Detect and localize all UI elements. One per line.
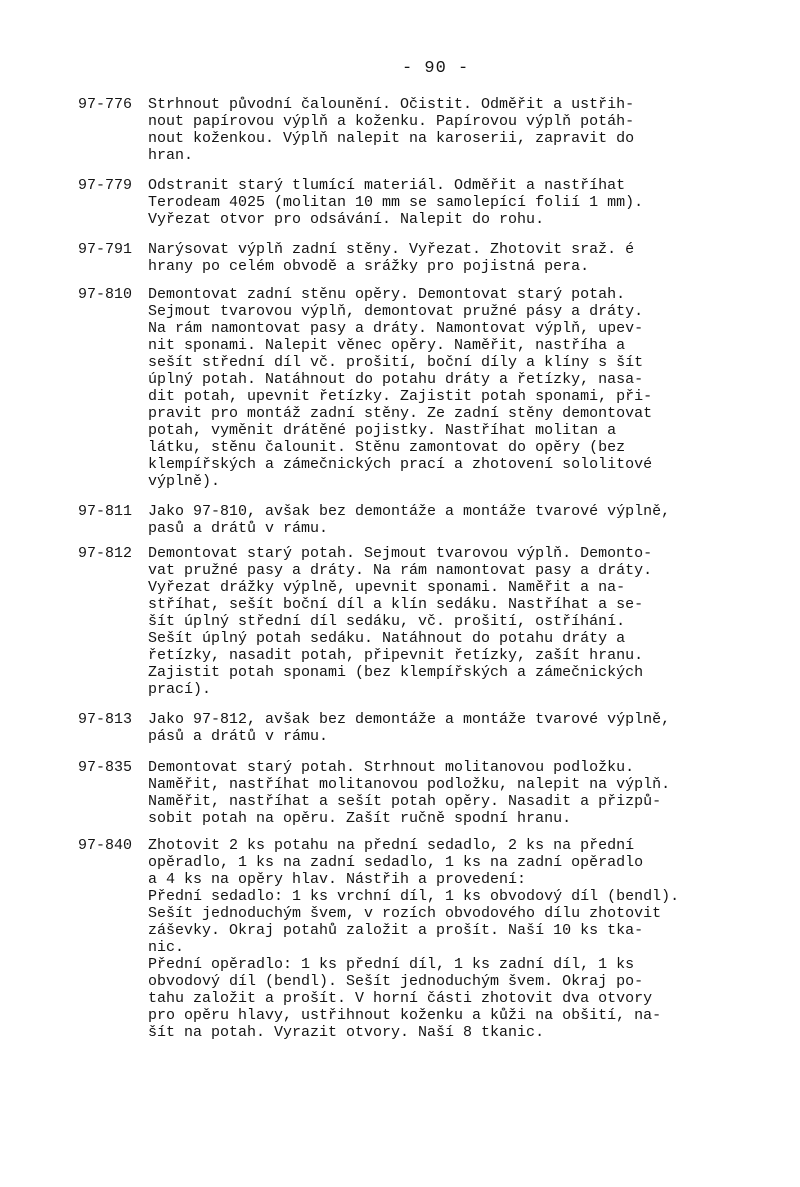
page-number: - 90 -: [402, 59, 470, 78]
entry-text: [148, 759, 793, 827]
text-line: Vyřezat drážky výplně, upevnit sponami. Naměřit a na-: [148, 579, 626, 596]
text-line: sobit potah na opěru. Zašít ručně spodní hranu.: [148, 810, 572, 827]
entry-code: 97-776: [78, 96, 133, 113]
text-line: úplný potah. Natáhnout do potahu dráty a řetízky, nasa-: [148, 371, 644, 388]
text-line: řetízky, nasadit potah, připevnit řetízky, zašít hranu.: [148, 647, 644, 664]
text-line: Sešít úplný potah sedáku. Natáhnout do potahu dráty a: [148, 630, 626, 647]
text-line: šít úplný střední díl sedáku, vč. prošití, ostříhání.: [148, 613, 626, 630]
entry-97-812: [78, 545, 793, 698]
text-line: Jako 97-812, avšak bez demontáže a montáže tvarové výplně,: [148, 711, 671, 728]
text-line: pravit pro montáž zadní stěny. Ze zadní stěny demontovat: [148, 405, 653, 422]
text-line: Zhotovit 2 ks potahu na přední sedadlo, 2 ks na přední: [148, 837, 635, 854]
text-line: nout koženkou. Výplň nalepit na karoserii, zapravit do: [148, 130, 635, 147]
text-line: vat pružné pasy a dráty. Na rám namontovat pasy a dráty.: [148, 562, 653, 579]
entry-text: [148, 711, 793, 745]
text-line: Demontovat zadní stěnu opěry. Demontovat starý potah.: [148, 286, 626, 303]
text-line: šít na potah. Vyrazit otvory. Naší 8 tkanic.: [148, 1024, 545, 1041]
text-line: stříhat, sešít boční díl a klín sedáku. Nastříhat a se-: [148, 596, 644, 613]
entry-text: [148, 545, 793, 698]
text-line: pasů a drátů v rámu.: [148, 520, 329, 537]
text-line: potah, vyměnit drátěné pojistky. Nastříhat molitan a: [148, 422, 617, 439]
entry-code: 97-835: [78, 759, 133, 776]
entry-97-813: [78, 711, 793, 745]
text-line: dit potah, upevnit řetízky. Zajistit potah sponami, při-: [148, 388, 653, 405]
entry-97-840: [78, 837, 793, 1041]
entry-code: 97-812: [78, 545, 133, 562]
text-line: látku, stěnu čalounit. Stěnu zamontovat do opěry (bez: [148, 439, 626, 456]
text-line: záševky. Okraj potahů založit a prošít. Naší 10 ks tka-: [148, 922, 644, 939]
text-line: hran.: [148, 147, 194, 164]
text-line: pro opěru hlavy, ustřihnout koženku a kůži na obšití, na-: [148, 1007, 662, 1024]
entry-text: [148, 503, 793, 537]
entry-code: 97-779: [78, 177, 133, 194]
text-line: Demontovat starý potah. Strhnout molitanovou podložku.: [148, 759, 635, 776]
text-line: Zajistit potah sponami (bez klempířských a zámečnických: [148, 664, 644, 681]
text-line: Vyřezat otvor pro odsávání. Nalepit do rohu.: [148, 211, 545, 228]
entry-code: 97-810: [78, 286, 133, 303]
text-line: Odstranit starý tlumící materiál. Odměřit a nastříhat: [148, 177, 626, 194]
text-line: Terodeam 4025 (molitan 10 mm se samolepící folií 1 mm).: [148, 194, 644, 211]
text-line: prací).: [148, 681, 212, 698]
text-line: obvodový díl (bendl). Sešít jednoduchým švem. Okraj po-: [148, 973, 644, 990]
text-line: pásů a drátů v rámu.: [148, 728, 329, 745]
text-line: Přední opěradlo: 1 ks přední díl, 1 ks zadní díl, 1 ks: [148, 956, 635, 973]
text-line: Sejmout tvarovou výplň, demontovat pružné pásy a dráty.: [148, 303, 644, 320]
text-line: nit sponami. Nalepit věnec opěry. Naměřit, nastříha a: [148, 337, 626, 354]
text-line: Jako 97-810, avšak bez demontáže a montáže tvarové výplně,: [148, 503, 671, 520]
entry-97-776: [78, 96, 793, 164]
entry-code: 97-791: [78, 241, 133, 258]
entry-text: [148, 286, 793, 490]
text-line: Sešít jednoduchým švem, v rozích obvodového dílu zhotovit: [148, 905, 662, 922]
text-line: tahu založit a prošít. V horní části zhotovit dva otvory: [148, 990, 653, 1007]
text-line: Na rám namontovat pasy a dráty. Namontovat výplň, upev-: [148, 320, 644, 337]
entry-text: [148, 96, 793, 164]
entry-text: [148, 177, 793, 228]
text-line: sešít střední díl vč. prošití, boční díly a klíny s šít: [148, 354, 644, 371]
entry-97-835: [78, 759, 793, 827]
text-line: Přední sedadlo: 1 ks vrchní díl, 1 ks obvodový díl (bendl).: [148, 888, 680, 905]
text-line: nic.: [148, 939, 185, 956]
text-line: opěradlo, 1 ks na zadní sedadlo, 1 ks na zadní opěradlo: [148, 854, 644, 871]
text-line: Demontovat starý potah. Sejmout tvarovou výplň. Demonto-: [148, 545, 653, 562]
text-line: Strhnout původní čalounění. Očistit. Odměřit a ustřih-: [148, 96, 635, 113]
text-line: nout papírovou výplň a koženku. Papírovou výplň potáh-: [148, 113, 635, 130]
text-line: Narýsovat výplň zadní stěny. Vyřezat. Zhotovit sraž. é: [148, 241, 635, 258]
text-line: klempířských a zámečnických prací a zhotovení sololitové: [148, 456, 653, 473]
entry-code: 97-813: [78, 711, 133, 728]
entry-97-811: [78, 503, 793, 537]
entry-text: [148, 241, 793, 275]
entry-code: 97-811: [78, 503, 133, 520]
text-line: výplně).: [148, 473, 221, 490]
entry-97-810: [78, 286, 793, 490]
entry-97-791: [78, 241, 793, 275]
entry-text: [148, 837, 793, 1041]
text-line: Naměřit, nastříhat a sešít potah opěry. Nasadit a přizpů-: [148, 793, 662, 810]
entry-97-779: [78, 177, 793, 228]
text-line: hrany po celém obvodě a srážky pro pojistná pera.: [148, 258, 590, 275]
entry-code: 97-840: [78, 837, 133, 854]
text-line: a 4 ks na opěry hlav. Nástřih a provedení:: [148, 871, 527, 888]
text-line: Naměřit, nastříhat molitanovou podložku, nalepit na výplň.: [148, 776, 671, 793]
